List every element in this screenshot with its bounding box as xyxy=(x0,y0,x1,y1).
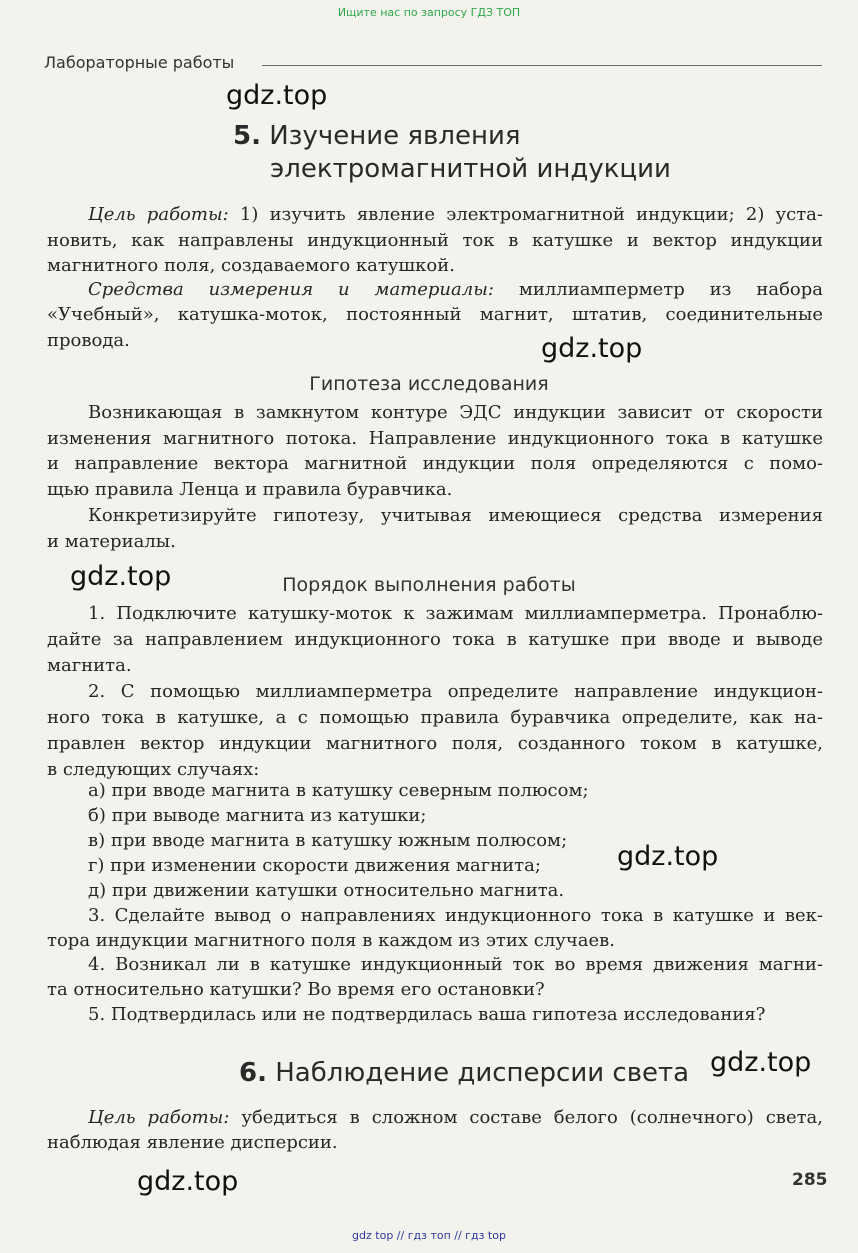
hypothesis-line: Возникающая в замкнутом контуре ЭДС индукции зависит от скорости xyxy=(88,402,823,423)
procedure-heading: Порядок выполнения работы xyxy=(282,574,576,596)
procedure-subitem: в) при вводе магнита в катушку южным полюсом; xyxy=(88,830,568,851)
section-number: 6. xyxy=(239,1058,267,1088)
watermark: gdz.top xyxy=(541,333,643,364)
goal-line: новить, как направлены индукционный ток в катушке и вектор индукции xyxy=(47,230,823,251)
running-head: Лабораторные работы xyxy=(44,53,235,72)
hypothesis-heading: Гипотеза исследования xyxy=(309,373,549,395)
hypothesis-line: изменения магнитного потока. Направление индукционного тока в катушке xyxy=(47,428,823,449)
header-rule xyxy=(262,65,822,66)
watermark: gdz.top xyxy=(710,1047,812,1078)
section-number: 5. xyxy=(233,121,261,151)
procedure-subitem: а) при вводе магнита в катушку северным полюсом; xyxy=(88,780,589,801)
watermark: gdz.top xyxy=(617,841,719,872)
section-title-line: Наблюдение дисперсии света xyxy=(275,1058,690,1088)
procedure-line: 1. Подключите катушку-моток к зажимам миллиамперметра. Пронаблю- xyxy=(88,603,823,624)
means-text: миллиамперметр из набора xyxy=(493,279,823,300)
procedure-line: правлен вектор индукции магнитного поля, созданного током в катушке, xyxy=(47,733,823,754)
procedure-line: магнита. xyxy=(47,655,132,676)
bottom-banner[interactable]: gdz top // гдз топ // гдз top xyxy=(352,1229,506,1242)
section-title-6 xyxy=(239,1058,689,1088)
section-title-5 xyxy=(233,121,521,151)
goal-line: магнитного поля, создаваемого катушкой. xyxy=(47,255,455,276)
procedure-line: 3. Сделайте вывод о направлениях индукционного тока в катушке и век- xyxy=(88,905,823,926)
page-number: 285 xyxy=(792,1170,828,1190)
goal6-line xyxy=(88,1105,823,1131)
watermark: gdz.top xyxy=(226,80,328,111)
procedure-line: ного тока в катушке, а с помощью правила буравчика определите, как на- xyxy=(47,707,823,728)
hypothesis-line: щью правила Ленца и правила буравчика. xyxy=(47,479,453,500)
procedure-line: та относительно катушки? Во время его остановки? xyxy=(47,979,545,1000)
goal-text: 1) изучить явление электромагнитной индукции; 2) уста- xyxy=(228,204,823,225)
procedure-line: 5. Подтвердилась или не подтвердилась ваша гипотеза исследования? xyxy=(88,1004,766,1025)
hypothesis-line: Конкретизируйте гипотезу, учитывая имеющиеся средства измерения xyxy=(88,505,823,526)
procedure-subitem: д) при движении катушки относительно магнита. xyxy=(88,880,565,901)
watermark: gdz.top xyxy=(137,1166,239,1197)
means-line xyxy=(88,277,823,303)
procedure-line: дайте за направлением индукционного тока в катушке при вводе и выводе xyxy=(47,629,823,650)
procedure-line: 4. Возникал ли в катушке индукционный ток во время движения магни- xyxy=(88,954,823,975)
means-line: «Учебный», катушка-моток, постоянный магнит, штатив, соединительные xyxy=(47,304,823,325)
goal6-line: наблюдая явление дисперсии. xyxy=(47,1132,338,1153)
procedure-subitem: б) при выводе магнита из катушки; xyxy=(88,805,427,826)
procedure-subitem: г) при изменении скорости движения магнита; xyxy=(88,855,541,876)
means-label: Средства измерения и материалы: xyxy=(88,279,494,300)
section-title-line: Изучение явления xyxy=(269,121,521,151)
goal-label: Цель работы: xyxy=(88,204,229,225)
goal-line xyxy=(88,202,823,228)
procedure-line: тора индукции магнитного поля в каждом из этих случаев. xyxy=(47,930,615,951)
hypothesis-line: и направление вектора магнитной индукции поля определяются с помо- xyxy=(47,453,823,474)
procedure-line: в следующих случаях: xyxy=(47,759,260,780)
section-title-5-line2: электромагнитной индукции xyxy=(270,154,671,184)
goal-label: Цель работы: xyxy=(88,1107,230,1128)
hypothesis-line: и материалы. xyxy=(47,531,176,552)
procedure-line: 2. С помощью миллиамперметра определите направление индукцион- xyxy=(88,681,823,702)
goal-text: убедиться в сложном составе белого (солнечного) света, xyxy=(229,1107,824,1128)
top-banner[interactable]: Ищите нас по запросу ГДЗ ТОП xyxy=(337,6,521,19)
watermark: gdz.top xyxy=(70,561,172,592)
means-line: провода. xyxy=(47,330,130,351)
